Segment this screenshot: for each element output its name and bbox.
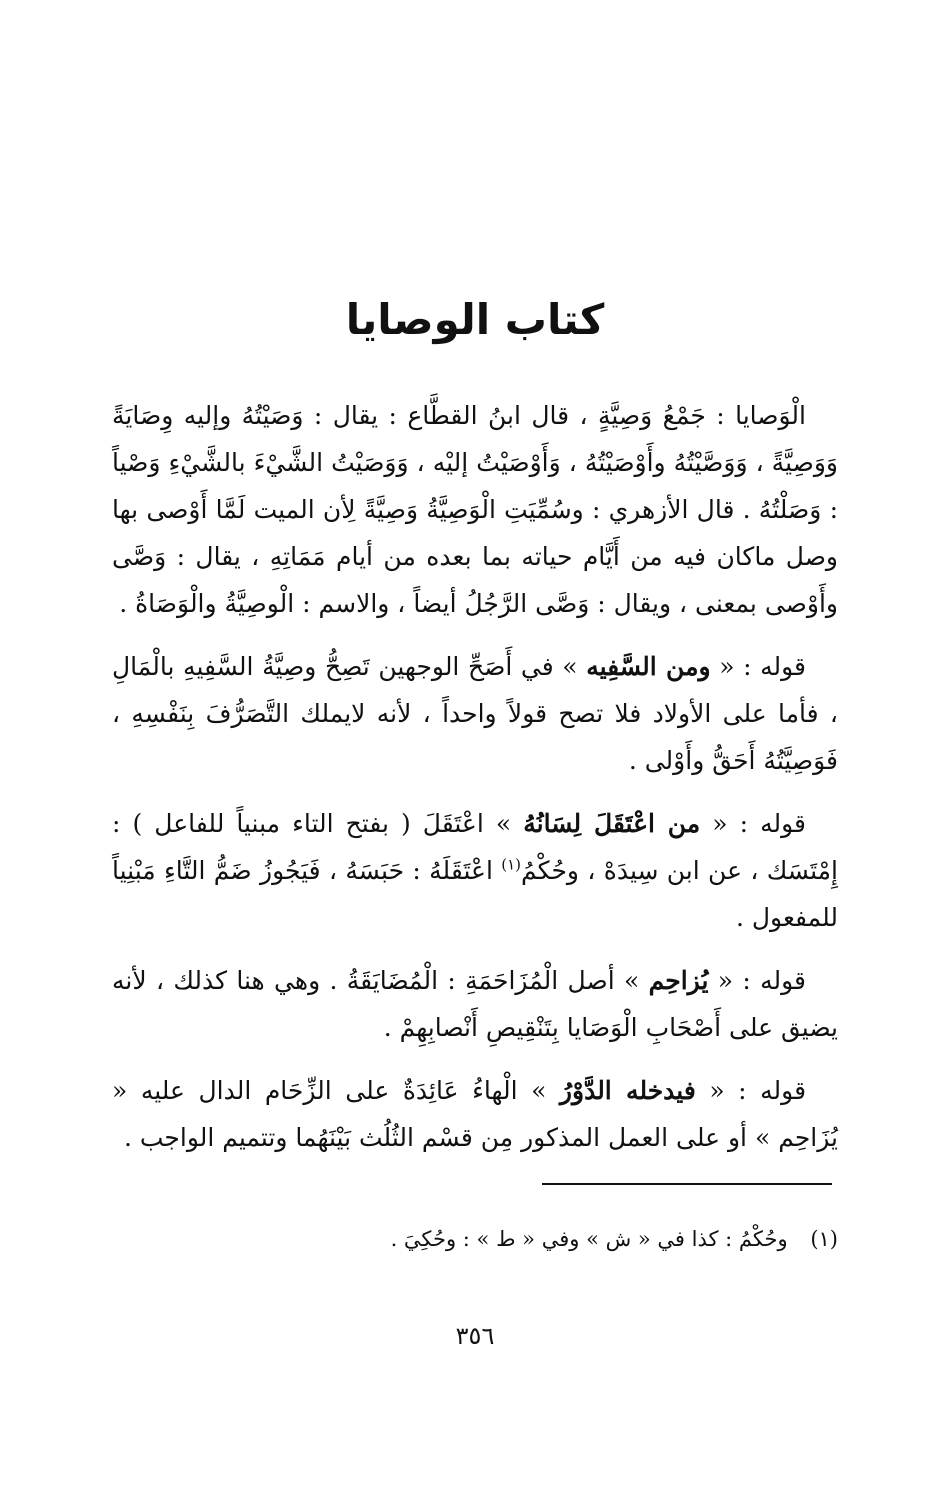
paragraph-definition-text: الْوَصايا : جَمْعُ وَصِيَّةٍ ، قال ابنُ القطَّاع : يقال : وَصَيْتُهُ وإليه وِصَايَةً وَوَصِيَّةً ، وَوَصَّيْتُهُ وأَوْصَيْتُهُ ، وَأَوْصَيْتُ إليْه ، وَوَصَيْتُ الشَّيْءَ بالشَّيْءِ وَصْياً : وَصَلْتُهُ . قال الأزهري : وسُمِّيَتِ الْوَصِيَّةُ وَصِيَّةً لِأن الميت لَمَّا أَوْصى بها وصل ماكان فيه من أَيَّام حياته بما بعده من أيام مَمَاتِهِ ، يقال : وَصَّى وأَوْصى بمعنى ، ويقال : وَصَّى الرَّجُلُ أيضاً ، والاسم : الْوصِيَّةُ والْوَصَاةُ . (112, 401, 838, 618)
paragraph-dawr-text: » الْهاءُ عَائِدَةٌ على الزِّحَام الدال عليه « يُزَاحِم » أو على العمل المذكور مِن قسْم الثُلُث بَيْنَهُما وتتميم الواجب . (112, 1076, 838, 1152)
footnote (112, 1222, 838, 1256)
paragraph-yuzahim-keyword: يُزاحِم (648, 966, 709, 995)
paragraph-itaqala-text-end: اعْتَقَلَهُ : حَبَسَهُ ، فَيَجُوزُ ضَمُّ التَّاءِ مَبْنِياً للمفعول . (112, 856, 838, 932)
paragraph-yuzahim-lead: قوله : « (717, 966, 806, 995)
paragraph-itaqala-lead: قوله : « (712, 809, 807, 838)
paragraph-yuzahim-text: » أصل الْمُزَاحَمَةِ : الْمُضَايَقَةُ . وهي هنا كذلك ، لأنه يضيق على أَصْحَابِ الْوَصَايا بِتَنْقِيصِ أَنْصابِهِمْ . (112, 966, 838, 1042)
paragraph-yuzahim (112, 957, 838, 1051)
body-text (112, 392, 838, 1177)
paragraph-safih-text: » في أَصَحِّ الوجهين تَصِحُّ وصِيَّةُ السَّفِيهِ بالْمَالِ ، فأما على الأولاد فلا تصح قولاً واحداً ، لأنه لايملك التَّصَرُّفَ بِنَفْسِهِ ، فَوَصِيَّتُهُ أَحَقُّ وأَوْلى . (112, 652, 838, 775)
paragraph-dawr-keyword: فيدخله الدَّوْرُ (559, 1076, 696, 1105)
paragraph-safih-keyword: ومن السَّفِيه (586, 652, 711, 681)
paragraph-safih-lead: قوله : « (719, 652, 807, 681)
paragraph-safih (112, 643, 838, 784)
paragraph-dawr (112, 1067, 838, 1161)
paragraph-dawr-lead: قوله : « (709, 1076, 807, 1105)
paragraph-itaqala-keyword: من اعْتَقَلَ لِسَانُهُ (523, 809, 701, 838)
page-number: ٣٥٦ (455, 1322, 495, 1350)
footnote-text: وحُكْمُ : كذا في « ش » وفي « ط » : وحُكِيَ . (390, 1227, 788, 1251)
paragraph-definition (112, 392, 838, 627)
footnote-reference[interactable]: (١) (501, 855, 522, 874)
chapter-title: كتاب الوصايا (345, 295, 605, 344)
paragraph-itaqala-text: » اعْتَقَلَ ( بفتح التاء مبنياً للفاعل ) : إِمْتَسَك ، عن ابن سِيدَهْ ، وحُكْمُ (112, 809, 838, 885)
footnote-divider (542, 1183, 832, 1185)
footnote-number: (١) (810, 1227, 838, 1251)
paragraph-itaqala (112, 800, 838, 941)
